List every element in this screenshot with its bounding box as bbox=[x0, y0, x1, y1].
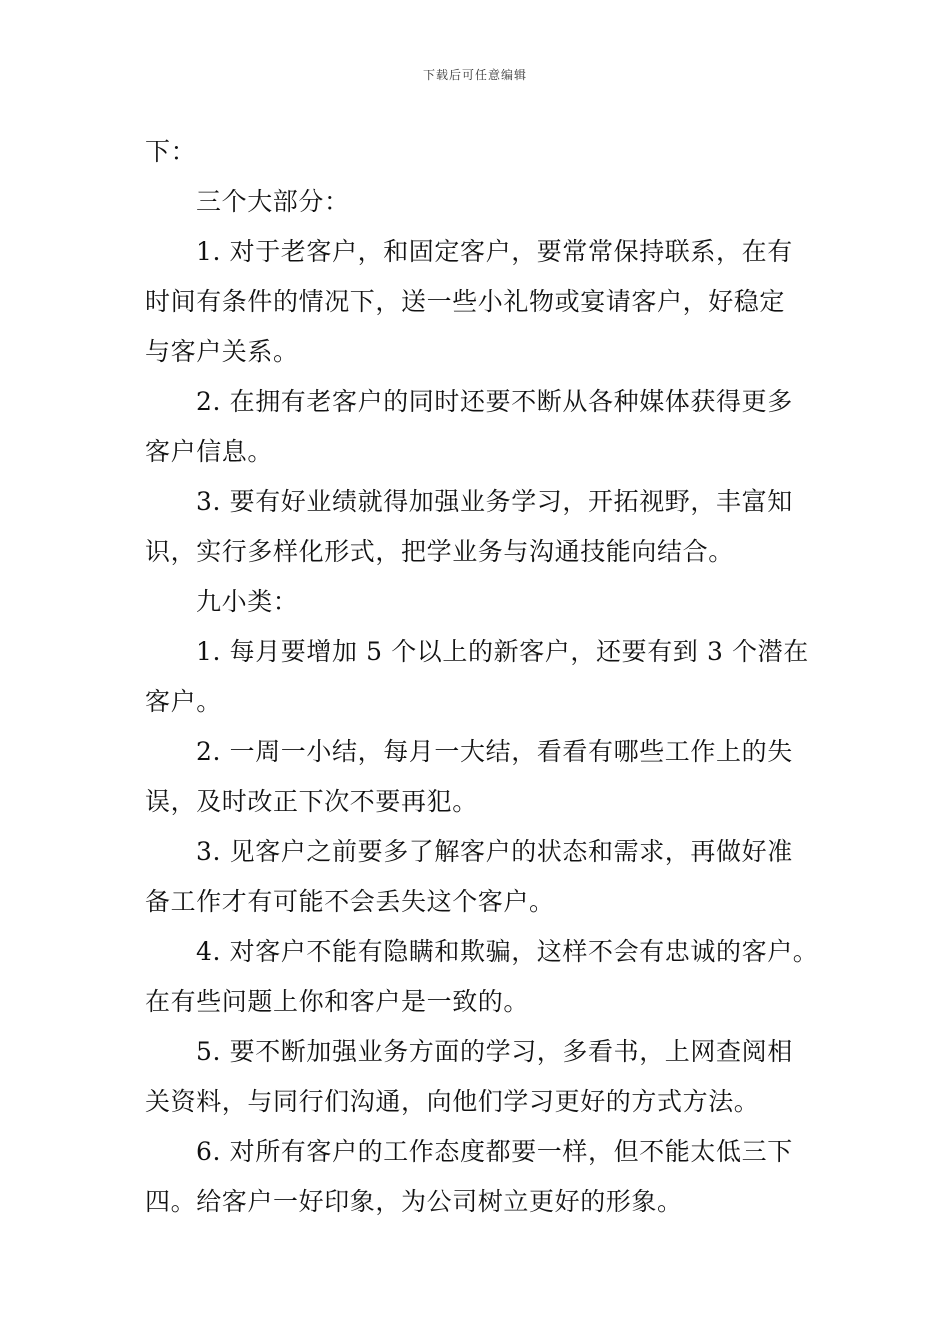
text-line: 1. 对于老客户，和固定客户，要常常保持联系，在有 bbox=[196, 237, 793, 266]
text-line: 在有些问题上你和客户是一致的。 bbox=[145, 987, 530, 1016]
text-line: 识，实行多样化形式，把学业务与沟通技能向结合。 bbox=[145, 537, 734, 566]
document-body bbox=[145, 127, 819, 1227]
text-line: 1. 每月要增加 5 个以上的新客户，还要有到 3 个潜在 bbox=[196, 637, 809, 666]
text-line: 误，及时改正下次不要再犯。 bbox=[145, 787, 478, 816]
text-line: 四。给客户一好印象，为公司树立更好的形象。 bbox=[145, 1187, 683, 1216]
text-line: 下： bbox=[145, 137, 197, 166]
text-line: 3. 要有好业绩就得加强业务学习，开拓视野，丰富知 bbox=[196, 487, 793, 516]
text-line: 与客户关系。 bbox=[145, 337, 299, 366]
text-line: 2. 在拥有老客户的同时还要不断从各种媒体获得更多 bbox=[196, 387, 793, 416]
text-line: 6. 对所有客户的工作态度都要一样，但不能太低三下 bbox=[196, 1137, 793, 1166]
page-header: 下载后可任意编辑 bbox=[422, 68, 527, 82]
text-line: 客户信息。 bbox=[145, 437, 274, 466]
text-line: 关资料，与同行们沟通，向他们学习更好的方式方法。 bbox=[145, 1087, 760, 1116]
text-line: 3. 见客户之前要多了解客户的状态和需求，再做好准 bbox=[196, 837, 793, 866]
text-line: 2. 一周一小结，每月一大结，看看有哪些工作上的失 bbox=[196, 737, 793, 766]
text-line: 客户。 bbox=[145, 687, 222, 716]
text-line: 5. 要不断加强业务方面的学习，多看书，上网查阅相 bbox=[196, 1037, 793, 1066]
text-line: 备工作才有可能不会丢失这个客户。 bbox=[145, 887, 555, 916]
text-line: 九小类： bbox=[196, 587, 299, 616]
text-line: 4. 对客户不能有隐瞒和欺骗，这样不会有忠诚的客户。 bbox=[196, 937, 819, 966]
text-line: 三个大部分： bbox=[196, 187, 350, 216]
text-line: 时间有条件的情况下，送一些小礼物或宴请客户，好稳定 bbox=[145, 287, 786, 316]
